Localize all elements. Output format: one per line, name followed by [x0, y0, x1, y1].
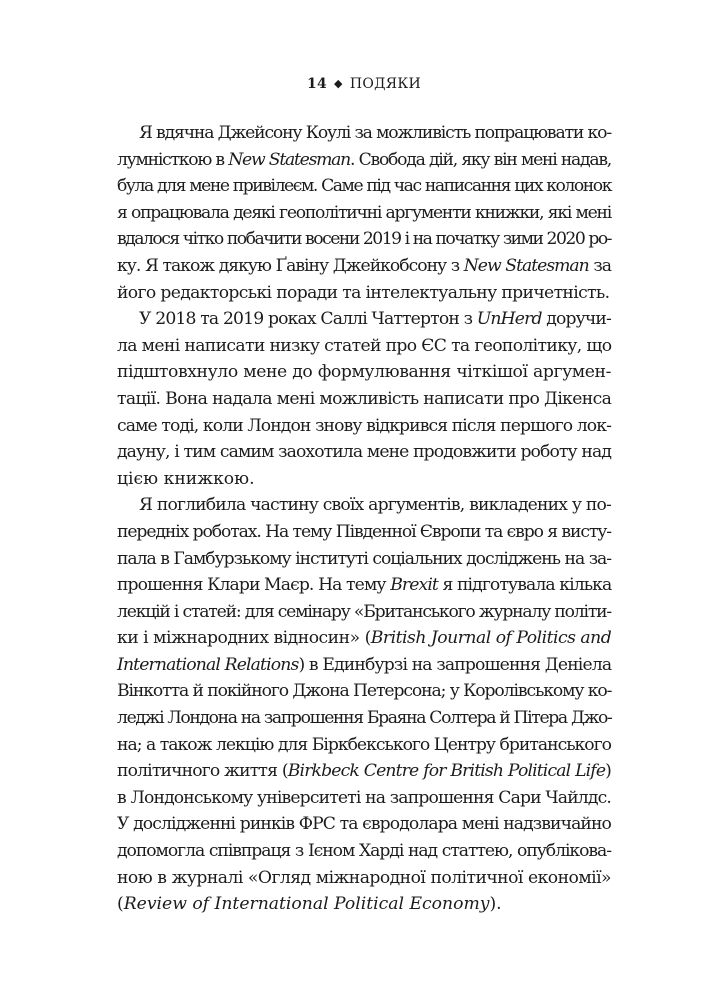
italic-title: Brexit	[390, 575, 438, 596]
text-run: пала в Гамбурзькому інституті соціальних досліджень на за-	[117, 548, 611, 569]
text-line	[117, 147, 611, 174]
text-run: ).	[489, 894, 502, 915]
text-line	[117, 811, 611, 838]
text-run: (	[117, 894, 124, 915]
text-line	[117, 226, 611, 253]
text-line	[117, 359, 611, 386]
paragraph	[117, 120, 611, 306]
italic-title: New Statesman	[228, 149, 351, 170]
text-run: ки і міжнародних відносин» (	[117, 628, 371, 649]
text-line	[117, 413, 611, 440]
text-run: передніх роботах. На тему Південної Європи та євро я висту-	[117, 521, 611, 542]
italic-title: Birkbeck Centre for British Political Life	[287, 761, 606, 782]
text-run: леджі Лондона на запрошення Браяна Солтера й Пітера Джо-	[117, 708, 612, 729]
text-run: У 2018 та 2019 роках Саллі Чаттертон з	[139, 309, 477, 330]
text-run: політичного життя (	[117, 761, 288, 782]
text-run: ) в Единбурзі на запрошення Деніела	[298, 654, 612, 675]
text-run: підштовхнуло мене до формулювання чіткішої аргумен-	[117, 362, 611, 383]
text-run: Я вдячна Джейсону Коулі за можливість попрацювати ко-	[139, 123, 611, 143]
text-line	[117, 306, 611, 333]
text-run: за	[588, 255, 612, 276]
text-run: тації. Вона надала мені можливість написати про Дікенса	[117, 388, 612, 409]
text-line	[117, 173, 611, 200]
text-run: прошення Клари Маєр. На тему	[117, 575, 391, 596]
text-line	[117, 705, 611, 732]
text-run: лумністкою в	[117, 149, 229, 170]
text-run: його редакторські поради та інтелектуальну причетність.	[117, 282, 610, 303]
text-run: в Лондонському університеті на запрошення Сари Чайлдс.	[117, 787, 611, 808]
text-line	[117, 253, 611, 280]
section-title: ПОДЯКИ	[349, 76, 422, 92]
text-line	[117, 200, 611, 227]
italic-title: UnHerd	[476, 309, 542, 330]
text-line	[117, 785, 611, 812]
text-run: ла мені написати низку статей про ЄС та геополітику, що	[117, 335, 612, 356]
text-line	[117, 758, 611, 785]
text-line	[117, 625, 611, 652]
paragraph	[117, 306, 611, 492]
diamond-separator-icon: ◆	[334, 77, 343, 90]
text-run: )	[605, 761, 611, 782]
text-line	[117, 519, 611, 546]
text-line	[117, 838, 611, 865]
text-line	[117, 466, 611, 493]
text-line	[117, 546, 611, 573]
text-run: цією книжкою.	[117, 468, 255, 489]
text-line	[117, 120, 611, 147]
text-line	[117, 386, 611, 413]
text-line	[117, 891, 611, 918]
text-line	[117, 652, 611, 679]
text-line	[117, 678, 611, 705]
text-line	[117, 599, 611, 626]
text-run: дауну, і тим самим заохотила мене продовжити роботу над	[117, 442, 611, 463]
text-line	[117, 732, 611, 759]
italic-title: International Relations	[117, 654, 299, 675]
text-run: ною в журналі «Огляд міжнародної політичної економії»	[117, 867, 611, 888]
text-run: ку. Я також дякую Ґавіну Джейкобсону з	[117, 255, 464, 276]
italic-title: British Journal of Politics and	[370, 628, 612, 649]
page-number: 14	[306, 76, 328, 92]
text-run: на; а також лекцію для Біркбекського Центру британського	[117, 734, 611, 755]
text-run: саме тоді, коли Лондон знову відкрився після першого лок-	[117, 415, 611, 436]
text-line	[117, 865, 611, 892]
text-run: я підготувала кілька	[437, 575, 612, 596]
text-line	[117, 280, 611, 307]
book-page	[117, 0, 611, 1000]
italic-title: New Statesman	[463, 255, 589, 276]
text-run: Я поглибила частину своїх аргументів, викладених у по-	[139, 495, 611, 516]
text-run: допомогла співпраця з Ієном Харді над статтею, опублікова-	[117, 841, 611, 862]
running-head	[117, 76, 611, 92]
text-run: була для мене привілеєм. Саме під час написання цих колонок	[117, 176, 611, 197]
body-text	[117, 120, 611, 918]
text-line	[117, 333, 611, 360]
text-run: . Свобода дій, яку він мені надав,	[350, 149, 612, 170]
text-run: я опрацювала деякі геополітичні аргументи книжки, які мені	[117, 202, 611, 223]
text-line	[117, 439, 611, 466]
text-line	[117, 492, 611, 519]
text-run: лекцій і статей: для семінару «Британського журналу політи-	[117, 601, 611, 622]
text-run: У дослідженні ринків ФРС та євродолара мені надзвичайно	[117, 814, 611, 835]
paragraph	[117, 492, 611, 918]
italic-title: Review of International Political Economy	[123, 894, 490, 915]
text-run: Вінкотта й покійного Джона Петерсона; у Королівському ко-	[117, 681, 612, 702]
text-run: доручи-	[541, 309, 611, 330]
text-run: вдалося чітко побачити восени 2019 і на початку зими 2020 ро-	[117, 229, 611, 250]
text-line	[117, 572, 611, 599]
